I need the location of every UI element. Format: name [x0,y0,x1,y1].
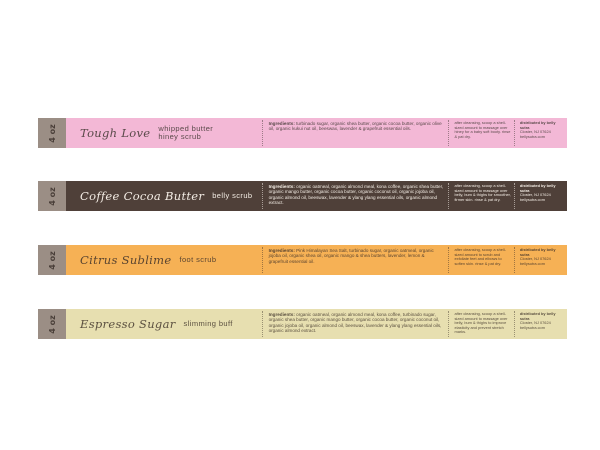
name-section [66,309,263,339]
distributor-title: distributed by belly sutra [519,247,556,257]
distributor-address: Closter, NJ 07624 [519,192,551,198]
distributor-title: distributed by belly sutra [519,311,556,321]
directions-section [449,309,514,339]
product-name: Espresso Sugar [80,317,176,331]
ingredients-section [263,309,450,339]
distributor-section [515,181,567,211]
size-text: 4 oz [47,123,57,143]
distributor-address: Closter, NJ 07624 [519,320,551,326]
ingredients-list: organic oatmeal, organic almond meal, kona coffee, organic shea butter, organic mango butter, organic cocoa butter, organic coconut oil, organic jojoba oil, organic almond oil, beeswax, lavender & ylang ylang essential oils, organic almond extract. [268,184,444,206]
label-tough-love [38,118,562,148]
size-tab [38,309,66,339]
distributor-section [515,118,567,148]
ingredients-prefix: Ingredients: [268,121,295,126]
name-section [66,245,263,275]
ingredients-text [269,248,445,264]
ingredients-list: organic oatmeal, organic almond meal, kona coffee, turbinado sugar, organic shea butter, organic mango butter, organic cocoa butter, organic coconut oil, organic jojoba oil, organic almond oil, beeswax, lavender & ylang ylang essential oils, organic almond extract. [268,312,442,334]
directions-section [449,118,514,148]
distributor-website: bellysutra.com [519,196,545,202]
size-text: 4 oz [47,314,57,334]
directions-text: after cleansing, scoop a shell-sized amount to massage over belly, bum & thighs to improve elasticity and prevent stretch marks. [454,311,508,335]
directions-text: after cleansing, scoop a shell-sized amount to massage over hiney for a baby soft booty. rinse & pat dry. [454,120,511,139]
name-section [66,181,263,211]
product-name: Citrus Sublime [80,253,172,267]
ingredients-section [263,118,450,148]
label-citrus-sublime [38,245,562,275]
ingredients-prefix: Ingredients: [268,312,295,317]
directions-section [449,245,514,275]
size-text: 4 oz [47,250,57,270]
ingredients-prefix: Ingredients: [268,248,295,253]
distributor-website: bellysutra.com [519,260,545,266]
ingredients-list: Pink Himalayan Sea Salt, turbinado sugar, organic oatmeal, organic jojoba oil, organic shea oil, organic mango & shea butters, lavender, lemon & grapefruit essential oil. [268,248,434,264]
product-descriptor: slimming buff [183,319,233,328]
product-descriptor: belly scrub [212,191,253,200]
directions-text: after cleansing, scoop a shell-sized amount to massage over belly, bum & thighs for smoother, firmer skin. rinse & pat dry. [454,183,511,202]
directions-section [449,181,514,211]
ingredients-text [269,121,445,132]
distributor-address: Closter, NJ 07624 [519,129,551,135]
product-name: Coffee Cocoa Butter [80,189,205,203]
ingredients-text [269,184,445,206]
ingredients-section [263,245,450,275]
product-descriptor: whipped butter hiney scrub [158,124,214,141]
distributor-title: distributed by belly sutra [519,120,556,130]
label-band [66,309,567,339]
distributor-section [515,309,567,339]
ingredients-section [263,181,450,211]
ingredients-text [269,312,445,334]
name-section [66,118,263,148]
distributor-title: distributed by belly sutra [519,183,556,193]
label-band [66,181,567,211]
directions-text: after cleansing, scoop a shell-sized amount to scrub and exfoliate feet and elbows to soften skin. rinse & pat dry. [454,247,506,266]
product-descriptor: foot scrub [179,255,217,264]
label-band [66,245,567,275]
label-band [66,118,567,148]
distributor-section [515,245,567,275]
size-tab [38,181,66,211]
ingredients-list: turbinado sugar, organic shea butter, organic cocoa butter, organic olive oil, organic kukui nut oil, beeswax, lavender & grapefruit essential oils. [268,121,442,132]
size-text: 4 oz [47,186,57,206]
size-tab [38,118,66,148]
distributor-website: bellysutra.com [519,133,545,139]
product-name: Tough Love [80,126,151,140]
label-espresso-sugar [38,309,562,339]
ingredients-prefix: Ingredients: [268,184,295,189]
size-tab [38,245,66,275]
distributor-website: bellysutra.com [519,324,545,330]
distributor-address: Closter, NJ 07624 [519,256,551,262]
label-coffee-cocoa-butter [38,181,562,211]
